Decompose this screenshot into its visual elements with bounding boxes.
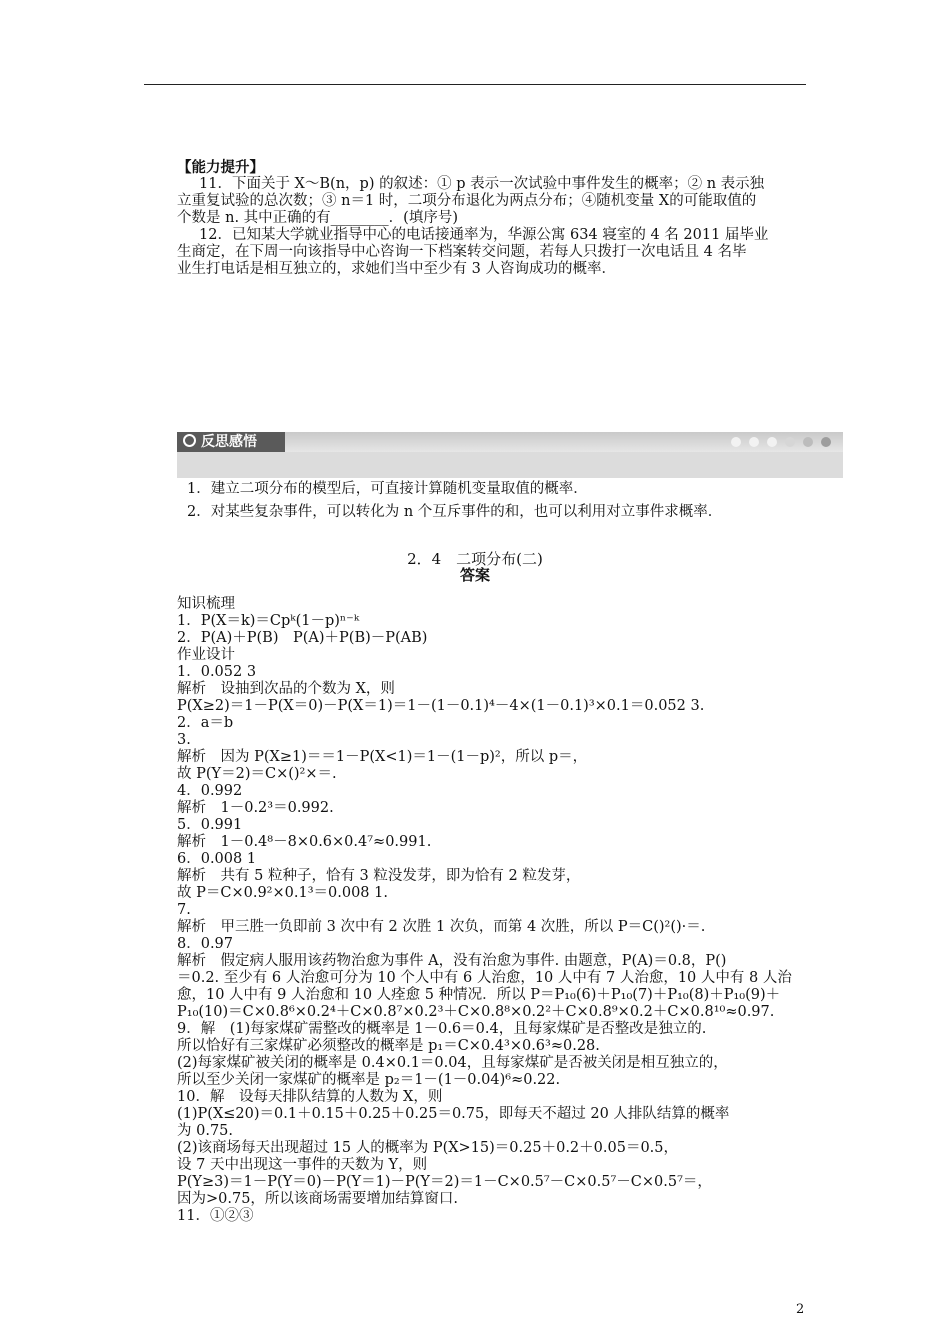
answer-line: 2．P(A)＋P(B) P(A)＋P(B)－P(AB) [177,630,428,646]
answers-section-title: 2．4 二项分布(二) [407,550,543,568]
ability-heading: 【能力提升】 [177,159,264,176]
answer-line: 解析 设抽到次品的个数为 X，则 [177,681,395,697]
answer-line: 故 P＝C×0.9²×0.1³＝0.008 1. [177,885,388,901]
answer-line: 1．0.052 3 [177,664,257,680]
reflection-tab [177,432,285,452]
answer-line: 7. [177,902,191,918]
answer-line: 解析 1－0.2³＝0.992. [177,800,334,816]
answer-line: 因为>0.75，所以该商场需要增加结算窗口. [177,1191,459,1207]
ability-section [177,159,807,278]
dot-icon [785,437,795,447]
reflection-item-2: 2．对某些复杂事件，可以转化为 n 个互斥事件的和，也可以利用对立事件求概率． [187,504,723,520]
answer-line: 6．0.008 1 [177,851,257,867]
answer-line: (2)该商场每天出现超过 15 人的概率为 P(X>15)＝0.25＋0.2＋0.05＝0.5， [177,1140,678,1156]
dot-icon [731,437,741,447]
answer-line: ＝0.2. 至少有 6 人治愈可分为 10 个人中有 6 人治愈，10 人中有 7 人治愈，10 人中有 8 人治 [177,970,792,986]
answers-body [177,596,807,1225]
dot-icon [767,437,777,447]
q11-line-1: 11．下面关于 X～B(n，p) 的叙述：① p 表示一次试验中事件发生的概率；② n 表示独 [199,176,765,192]
header-rule [144,84,806,85]
answer-line: 所以至少关闭一家煤矿的概率是 p₂＝1－(1－0.04)⁶≈0.22. [177,1072,561,1088]
target-icon [183,434,196,447]
answer-line: 解析 1－0.4⁸－8×0.6×0.4⁷≈0.991. [177,834,432,850]
answer-line: 2．a＝b [177,715,234,731]
answers-subtitle: 答案 [459,566,490,584]
q11-line-3: 个数是 n. 其中正确的有________．(填序号) [177,210,458,226]
answer-line: 4．0.992 [177,783,243,799]
q12-line-1: 12．已知某大学就业指导中心的电话接通率为，华源公寓 634 寝室的 4 名 2011 届毕业 [199,227,769,243]
answer-line: 为 0.75. [177,1123,234,1139]
answer-line: 知识梳理 [177,596,235,612]
answer-line: 1．P(X＝k)＝Cpᵏ(1－p)ⁿ⁻ᵏ [177,613,360,629]
dot-icon [749,437,759,447]
reflection-title: 反思感悟 [201,434,257,450]
answer-line: 解析 假定病人服用该药物治愈为事件 A，没有治愈为事件. 由题意，P(A)＝0.8，P() [177,953,727,969]
answer-line: 愈，10 人中有 9 人治愈和 10 人痊愈 5 种情况．所以 P＝P₁₀(6)＋P₁₀(7)＋P₁₀(8)＋P₁₀(9)＋ [177,987,781,1003]
reflection-list [177,481,807,521]
answer-line: 解析 因为 P(X≥1)＝＝1－P(X<1)＝1－(1－p)²，所以 p＝， [177,749,588,765]
answer-line: (2)每家煤矿被关闭的概率是 0.4×0.1＝0.04，且每家煤矿是否被关闭是相互独立的， [177,1055,728,1071]
answer-line: P(X≥2)＝1－P(X＝0)－P(X＝1)＝1－(1－0.1)⁴－4×(1－0.1)³×0.1＝0.052 3. [177,698,705,714]
answer-line: 解析 共有 5 粒种子，恰有 3 粒没发芽，即为恰有 2 粒发芽， [177,868,581,884]
answer-line: 11．①②③ [177,1208,254,1224]
answer-line: P₁₀(10)＝C×0.8⁶×0.2⁴＋C×0.8⁷×0.2³＋C×0.8⁸×0.2²＋C×0.8⁹×0.2＋C×0.8¹⁰≈0.97. [177,1004,775,1020]
q11-line-2: 立重复试验的总次数；③ n＝1 时，二项分布退化为两点分布；④随机变量 X的可能取值的 [177,193,757,209]
page-number: 2 [796,1302,805,1317]
reflection-item-1: 1．建立二项分布的模型后，可直接计算随机变量取值的概率． [187,481,588,497]
reflection-banner [177,432,843,478]
answer-line: 解析 甲三胜一负即前 3 次中有 2 次胜 1 次负，而第 4 次胜，所以 P＝C()²()·＝. [177,919,706,935]
answer-line: (1)P(X≤20)＝0.1＋0.15＋0.25＋0.25＝0.75，即每天不超过 20 人排队结算的概率 [177,1106,730,1122]
answer-line: 作业设计 [177,647,235,663]
answer-line: 故 P(Y＝2)＝C×()²×＝. [177,766,337,782]
q12-line-2: 生商定，在下周一向该指导中心咨询一下档案转交问题，若每人只拨打一次电话且 4 名毕 [177,244,747,260]
decorative-dots [731,437,831,447]
answer-line: 9．解 (1)每家煤矿需整改的概率是 1－0.6＝0.4，且每家煤矿是否整改是独立的. [177,1021,707,1037]
answer-line: P(Y≥3)＝1－P(Y＝0)－P(Y＝1)－P(Y＝2)＝1－C×0.5⁷－C×0.5⁷－C×0.5⁷＝， [177,1174,712,1190]
answer-line: 所以恰好有三家煤矿必须整改的概率是 p₁＝C×0.4³×0.6³≈0.28. [177,1038,600,1054]
q12-line-3: 业生打电话是相互独立的，求她们当中至少有 3 人咨询成功的概率． [177,261,616,277]
answer-line: 10．解 设每天排队结算的人数为 X，则 [177,1089,443,1105]
answer-line: 3. [177,732,191,748]
answer-line: 设 7 天中出现这一事件的天数为 Y，则 [177,1157,428,1173]
answer-line: 5．0.991 [177,817,243,833]
dot-icon [803,437,813,447]
answer-line: 8．0.97 [177,936,234,952]
dot-icon [821,437,831,447]
